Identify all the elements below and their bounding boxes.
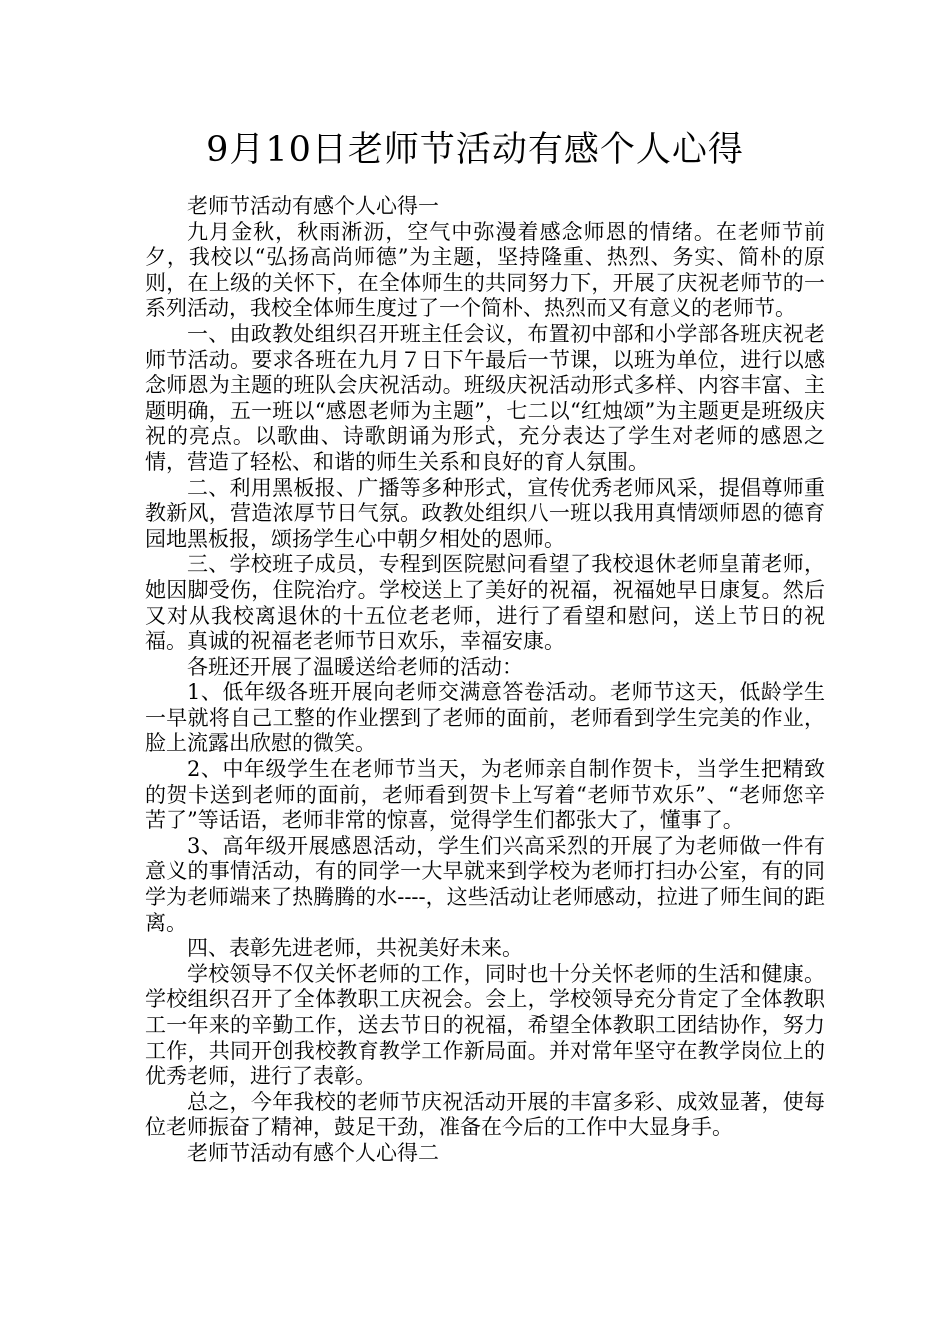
paragraph: 各班还开展了温暖送给老师的活动： — [187, 654, 523, 679]
list-item: 3、高年级开展感恩活动，学生们兴高采烈的开展了为老师做一件有意义的事情活动，有的同学一大早就来到学校为老师打扫办公室，有的同学为老师端来了热腾腾的水----，这些活动让老师感动，拉进了师生间的距离。 — [145, 833, 825, 935]
paragraph: 总之，今年我校的老师节庆祝活动开展的丰富多彩、成效显著，使每位老师振奋了精神，鼓足干劲，准备在今后的工作中大显身手。 — [145, 1089, 825, 1140]
paragraph: 四、表彰先进老师，共祝美好未来。 — [187, 936, 523, 961]
paragraph: 学校领导不仅关怀老师的工作，同时也十分关怀老师的生活和健康。学校组织召开了全体教职工庆祝会。会上，学校领导充分肯定了全体教职工一年来的辛勤工作，送去节日的祝福，希望全体教职工团结协作，努力工作，共同开创我校教育教学工作新局面。并对常年坚守在教学岗位上的优秀老师，进行了表彰。 — [145, 961, 825, 1089]
list-item: 1、低年级各班开展向老师交满意答卷活动。老师节这天，低龄学生一早就将自己工整的作业摆到了老师的面前，老师看到学生完美的作业，脸上流露出欣慰的微笑。 — [145, 680, 825, 756]
paragraph: 二、利用黑板报、广播等多种形式，宣传优秀老师风采，提倡尊师重教新风，营造浓厚节日气氛。政教处组织八一班以我用真情颂师恩的德育园地黑板报，颂扬学生心中朝夕相处的恩师。 — [145, 475, 825, 551]
document-body — [145, 194, 825, 1167]
section-heading: 老师节活动有感个人心得二 — [187, 1140, 439, 1165]
list-item: 2、中年级学生在老师节当天，为老师亲自制作贺卡，当学生把精致的贺卡送到老师的面前，老师看到贺卡上写着“老师节欢乐”、“老师您辛苦了”等话语，老师非常的惊喜，觉得学生们都张大了，懂事了。 — [145, 757, 825, 833]
section-heading: 老师节活动有感个人心得一 — [187, 194, 439, 218]
paragraph: 一、由政教处组织召开班主任会议，布置初中部和小学部各班庆祝老师节活动。要求各班在九月７日下午最后一节课，以班为单位，进行以感念师恩为主题的班队会庆祝活动。班级庆祝活动形式多样、内容丰富、主题明确，五一班以“感恩老师为主题”，七二以“红烛颂”为主题更是班级庆祝的亮点。以歌曲、诗歌朗诵为形式，充分表达了学生对老师的感恩之情，营造了轻松、和谐的师生关系和良好的育人氛围。 — [145, 321, 825, 474]
paragraph: 九月金秋，秋雨淅沥，空气中弥漫着感念师恩的情绪。在老师节前夕，我校以“弘扬高尚师德”为主题，坚持隆重、热烈、务实、简朴的原则，在上级的关怀下，在全体师生的共同努力下，开展了庆祝老师节的一系列活动，我校全体师生度过了一个简朴、热烈而又有意义的老师节。 — [145, 219, 825, 321]
paragraph: 三、学校班子成员，专程到医院慰问看望了我校退休老师皇莆老师，她因脚受伤，住院治疗。学校送上了美好的祝福，祝福她早日康复。然后又对从我校离退休的十五位老老师，进行了看望和慰问，送上节日的祝福。真诚的祝福老老师节日欢乐，幸福安康。 — [145, 552, 825, 654]
document-title: 9月10日老师节活动有感个人心得 — [206, 130, 744, 170]
